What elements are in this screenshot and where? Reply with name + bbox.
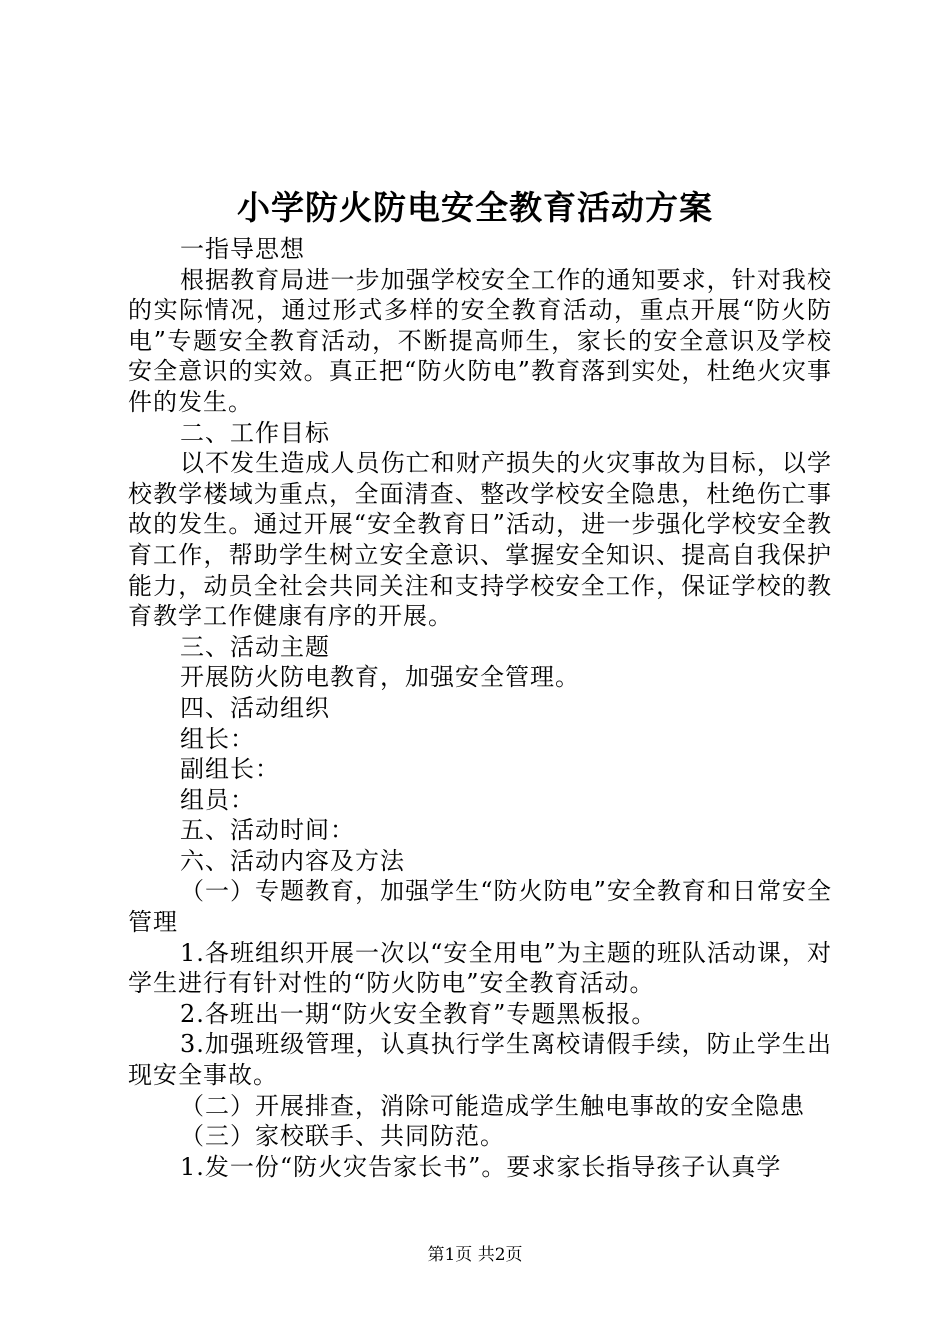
subsection-home-school: （三）家校联手、共同防范。 — [180, 1122, 505, 1151]
section-heading-guiding-ideology: 一指导思想 — [180, 235, 305, 263]
list-item-1: 1.各班组织开展一次以“安全用电”为主题的班队活动课，对学生进行有针对性的“防火防电”安全教育活动。 — [128, 938, 832, 998]
paragraph-work-goals: 以不发生造成人员伤亡和财产损失的火灾事故为目标，以学校教学楼域为重点，全面清查、整改学校安全隐患，杜绝伤亡事故的发生。通过开展“安全教育日”活动，进一步强化学校安全教育工作，帮助学生树立安全意识、掌握安全知识、提高自我保护能力，动员全社会共同关注和支持学校安全工作，保证学校的教育教学工作健康有序的开展。 — [128, 449, 832, 631]
list-item-2: 2.各班出一期“防火安全教育”专题黑板报。 — [180, 999, 657, 1028]
section-heading-activity-theme: 三、活动主题 — [180, 632, 330, 661]
subsection-special-education: （一）专题教育，加强学生“防火防电”安全教育和日常安全管理 — [128, 877, 832, 937]
line-team-leader: 组长： — [180, 724, 255, 753]
paragraph-guiding-ideology: 根据教育局进一步加强学校安全工作的通知要求，针对我校的实际情况，通过形式多样的安全教育活动，重点开展“防火防电”专题安全教育活动，不断提高师生，家长的安全意识及学校安全意识的实效。真正把“防火防电”教育落到实处，杜绝火灾事件的发生。 — [128, 265, 832, 416]
page-number-footer: 第1页 共2页 — [427, 1245, 523, 1265]
section-heading-work-goals: 二、工作目标 — [180, 418, 330, 447]
list-item-3: 3.加强班级管理，认真执行学生离校请假手续，防止学生出现安全事故。 — [128, 1030, 832, 1090]
section-heading-activity-content: 六、活动内容及方法 — [180, 846, 405, 875]
line-team-members: 组员： — [180, 785, 255, 814]
document-title: 小学防火防电安全教育活动方案 — [237, 188, 713, 227]
section-heading-activity-time: 五、活动时间： — [180, 816, 355, 845]
paragraph-activity-theme: 开展防火防电教育，加强安全管理。 — [180, 663, 580, 692]
subsection-inspection: （二）开展排查，消除可能造成学生触电事故的安全隐患 — [180, 1091, 805, 1120]
list-item-home-1: 1.发一份“防火灾告家长书”。要求家长指导孩子认真学 — [180, 1152, 782, 1181]
section-heading-activity-organization: 四、活动组织 — [180, 693, 330, 722]
document-body — [128, 234, 832, 1182]
line-deputy-leader: 副组长： — [180, 755, 280, 784]
